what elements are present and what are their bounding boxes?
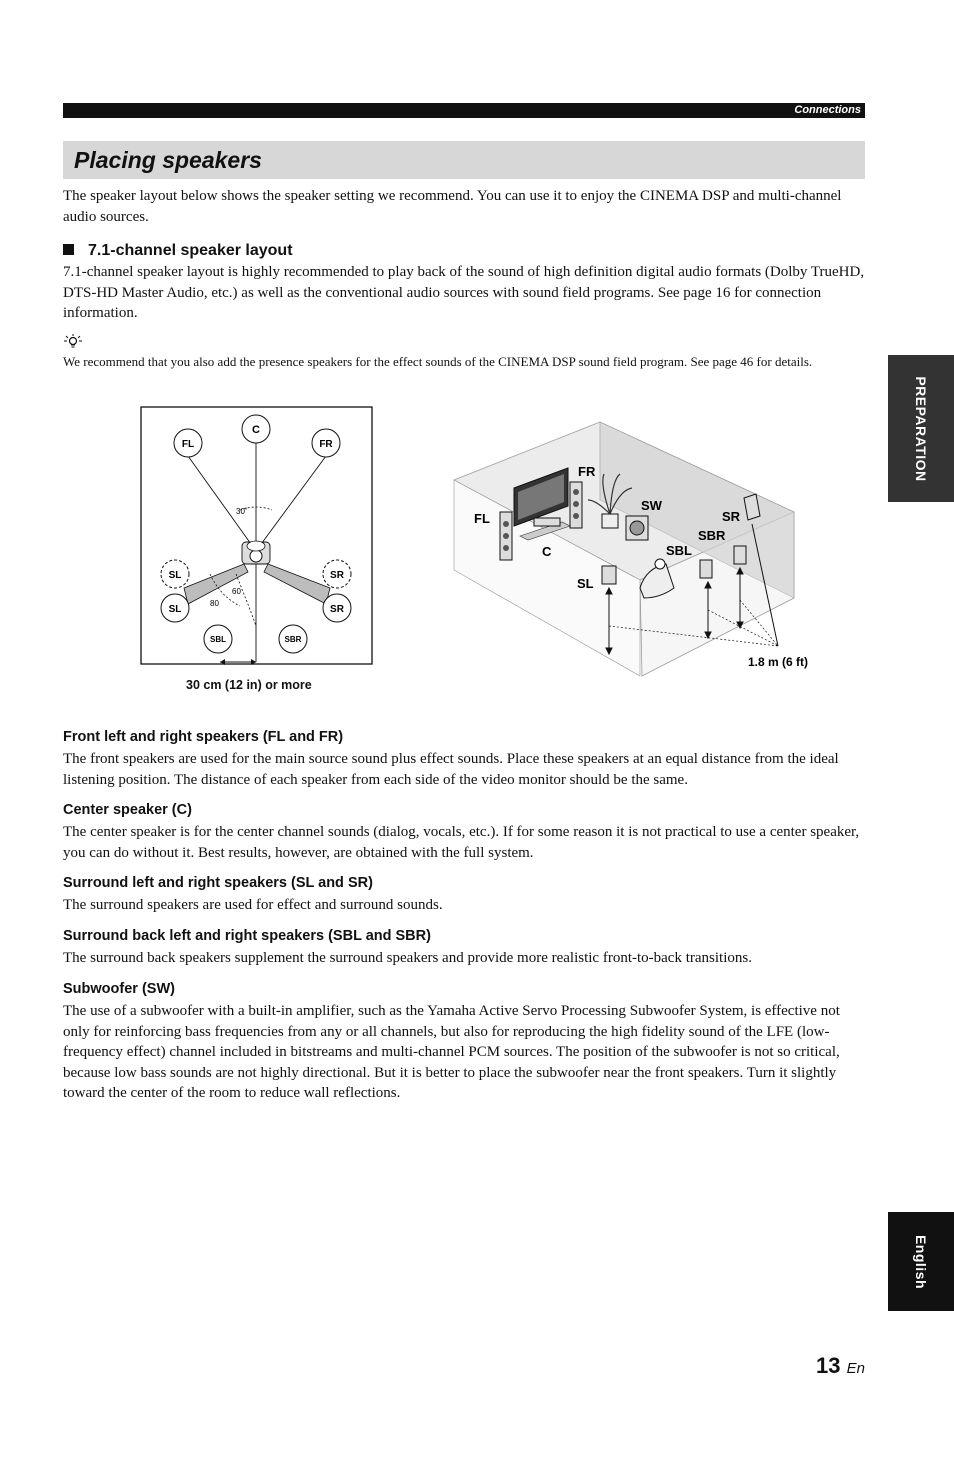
center-speaker-icon [534, 518, 560, 526]
title-bar [63, 141, 865, 179]
svg-text:FL: FL [181, 439, 195, 450]
distance-caption: 30 cm (12 in) or more [186, 678, 312, 692]
sl-speaker-icon [602, 566, 616, 584]
layout-heading: 7.1-channel speaker layout [63, 241, 293, 261]
svg-text:SL: SL [168, 604, 182, 615]
section-body: The front speakers are used for the main source sound plus effect sounds. Place these speakers at an equal distance from the ideal listening position. The distance of each speaker from each side of the video monitor should be the same. [63, 751, 839, 788]
speaker-sr-alt [323, 560, 351, 588]
room-illustration [450, 420, 809, 678]
section-heading: Front left and right speakers (FL and FR) [63, 729, 344, 745]
tab-preparation[interactable]: PREPARATION [888, 355, 954, 502]
sbr-speaker-icon [734, 546, 746, 564]
speaker-sr [323, 594, 351, 622]
speaker-sl-alt [161, 560, 189, 588]
speaker-sbl [204, 625, 232, 653]
section-heading: Center speaker (C) [63, 802, 192, 818]
section-body: The use of a subwoofer with a built-in amplifier, such as the Yamaha Active Servo Processing Subwoofer System, is effective not only for reinforcing bass frequencies from any or all channels, but also for reproducing the high fidelity sound of the LFE (low-frequency effect) channel included in bitstreams and multi-channel PCM sources. The position of the subwoofer is not so critical, because low bass sounds are not highly directional. But it is better to place the subwoofer near the front speakers. Turn it slightly toward the center of the room to reduce wall reflections. [63, 1003, 840, 1101]
section-heading: Subwoofer (SW) [63, 981, 175, 997]
tip-lightbulb-icon [63, 334, 83, 348]
section-name: Connections [794, 104, 861, 116]
speaker-fl [174, 429, 202, 457]
height-label: 1.8 m (6 ft) [748, 655, 809, 669]
speaker-fr [312, 429, 340, 457]
room-label-sr: SR [722, 509, 741, 524]
room-label-sbl: SBL [666, 543, 692, 558]
section-body: The center speaker is for the center channel sounds (dialog, vocals, etc.). If for some reason it is not practical to use a center speaker, you can do without it. Best results, however, are obtained with the full system. [63, 824, 860, 861]
section-heading: Surround left and right speakers (SL and SR) [63, 875, 373, 891]
angle-30: 30˚ [236, 507, 248, 516]
svg-text:SBR: SBR [284, 635, 302, 644]
layout-body: 7.1-channel speaker layout is highly recommended to play back of the sound of high definition digital audio formats (Dolby TrueHD, DTS-HD Master Audio, etc.) as well as the conventional audio sources with sound field programs. See page 16 for connection information. [63, 264, 865, 321]
subwoofer-icon [626, 516, 648, 540]
svg-text:SR: SR [330, 604, 344, 615]
header-bar [63, 103, 865, 118]
square-bullet-icon [63, 244, 74, 255]
speaker-sbr [279, 625, 307, 653]
sbl-speaker-icon [700, 560, 712, 578]
angle-80: 80 [210, 599, 219, 608]
speaker-c [242, 415, 270, 443]
svg-text:FR: FR [319, 439, 333, 450]
section-body: The surround back speakers supplement the surround speakers and provide more realistic front-to-back transitions. [63, 950, 752, 966]
section-heading: Surround back left and right speakers (SBL and SBR) [63, 928, 431, 944]
svg-text:C: C [252, 424, 260, 436]
room-label-sw: SW [641, 498, 662, 513]
tab-english[interactable]: English [888, 1212, 954, 1311]
room-label-sbr: SBR [698, 528, 726, 543]
room-label-fl: FL [474, 511, 490, 526]
room-label-sl: SL [577, 576, 594, 591]
angle-60: 60 [232, 587, 241, 596]
room-label-fr: FR [578, 464, 596, 479]
listener-icon [242, 541, 270, 564]
tip-text: We recommend that you also add the presence speakers for the effect sounds of the CINEMA DSP sound field program. See page 46 for details. [63, 354, 813, 369]
svg-text:SR: SR [330, 570, 344, 581]
svg-text:SBL: SBL [210, 635, 226, 644]
fr-tower-icon [570, 482, 582, 528]
speaker-layout-diagram [140, 406, 375, 666]
svg-text:SL: SL [168, 570, 182, 581]
section-body: The surround speakers are used for effect and surround sounds. [63, 897, 443, 913]
intro-text: The speaker layout below shows the speaker setting we recommend. You can use it to enjoy the CINEMA DSP and multi-channel audio sources. [63, 188, 842, 225]
page-title: Placing speakers [74, 147, 262, 173]
room-label-c: C [542, 544, 552, 559]
page-number: 13 En [816, 1353, 865, 1378]
speaker-sl [161, 594, 189, 622]
fl-tower-icon [500, 512, 512, 560]
